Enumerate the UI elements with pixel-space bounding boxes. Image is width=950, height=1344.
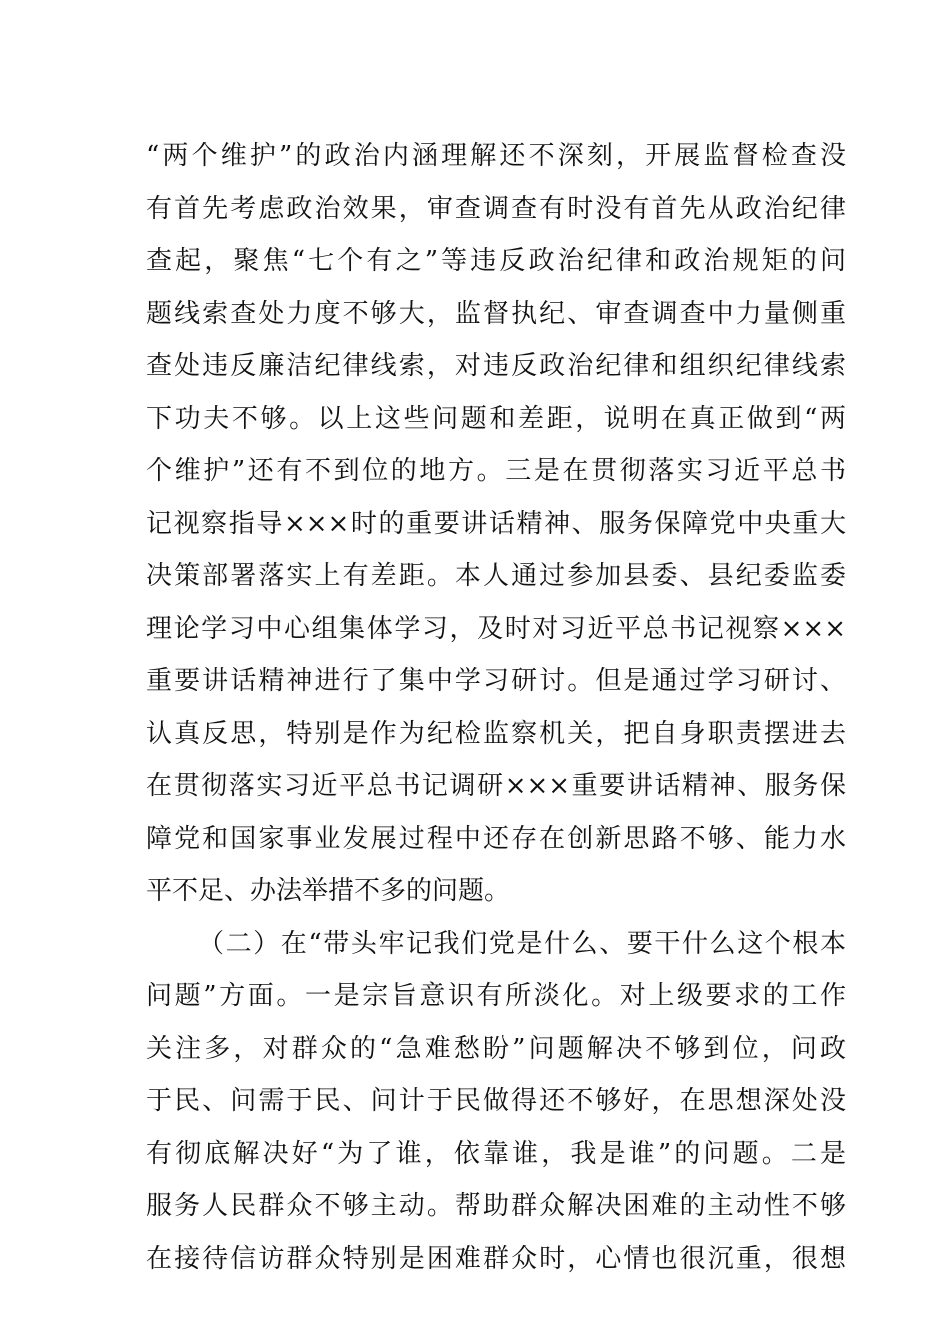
- text-line-17: 问题”方面。一是宗旨意识有所淡化。对上级要求的工作: [146, 981, 846, 1011]
- text-line-22: 在接待信访群众特别是困难群众时，心情也很沉重，很想: [146, 1243, 846, 1274]
- text-line-16: （二）在“带头牢记我们党是什么、要干什么这个根本: [198, 928, 846, 959]
- text-line-7: 个维护”还有不到位的地方。三是在贯彻落实习近平总书: [146, 456, 846, 486]
- text-line-15: 平不足、办法举措不多的问题。: [146, 876, 511, 906]
- text-line-20: 有彻底解决好“为了谁，依靠谁，我是谁”的问题。二是: [146, 1138, 846, 1169]
- text-line-10: 理论学习中心组集体学习，及时对习近平总书记视察×××: [146, 613, 846, 644]
- text-line-4: 题线索查处力度不够大，监督执纪、审查调查中力量侧重: [146, 298, 846, 329]
- document-body: [146, 130, 846, 1285]
- text-line-21: 服务人民群众不够主动。帮助群众解决困难的主动性不够: [146, 1191, 846, 1221]
- text-line-6: 下功夫不够。以上这些问题和差距，说明在真正做到“两: [146, 403, 846, 434]
- text-line-19: 于民、问需于民、问计于民做得还不够好，在思想深处没: [146, 1086, 846, 1116]
- text-line-9: 决策部署落实上有差距。本人通过参加县委、县纪委监委: [146, 561, 846, 591]
- text-line-3: 查起，聚焦“七个有之”等违反政治纪律和政治规矩的问: [146, 246, 846, 276]
- text-line-1: “两个维护”的政治内涵理解还不深刻，开展监督检查没: [146, 141, 846, 171]
- text-line-14: 障党和国家事业发展过程中还存在创新思路不够、能力水: [146, 823, 846, 854]
- text-line-11: 重要讲话精神进行了集中学习研讨。但是通过学习研讨、: [146, 666, 846, 696]
- text-line-5: 查处违反廉洁纪律线索，对违反政治纪律和组织纪律线索: [146, 351, 846, 381]
- text-line-8: 记视察指导×××时的重要讲话精神、服务保障党中央重大: [146, 508, 846, 539]
- text-line-18: 关注多，对群众的“急难愁盼”问题解决不够到位，问政: [146, 1033, 846, 1064]
- text-line-2: 有首先考虑政治效果，审查调查有时没有首先从政治纪律: [146, 193, 846, 224]
- text-line-12: 认真反思，特别是作为纪检监察机关，把自身职责摆进去: [146, 718, 846, 749]
- text-line-13: 在贯彻落实习近平总书记调研×××重要讲话精神、服务保: [146, 771, 846, 801]
